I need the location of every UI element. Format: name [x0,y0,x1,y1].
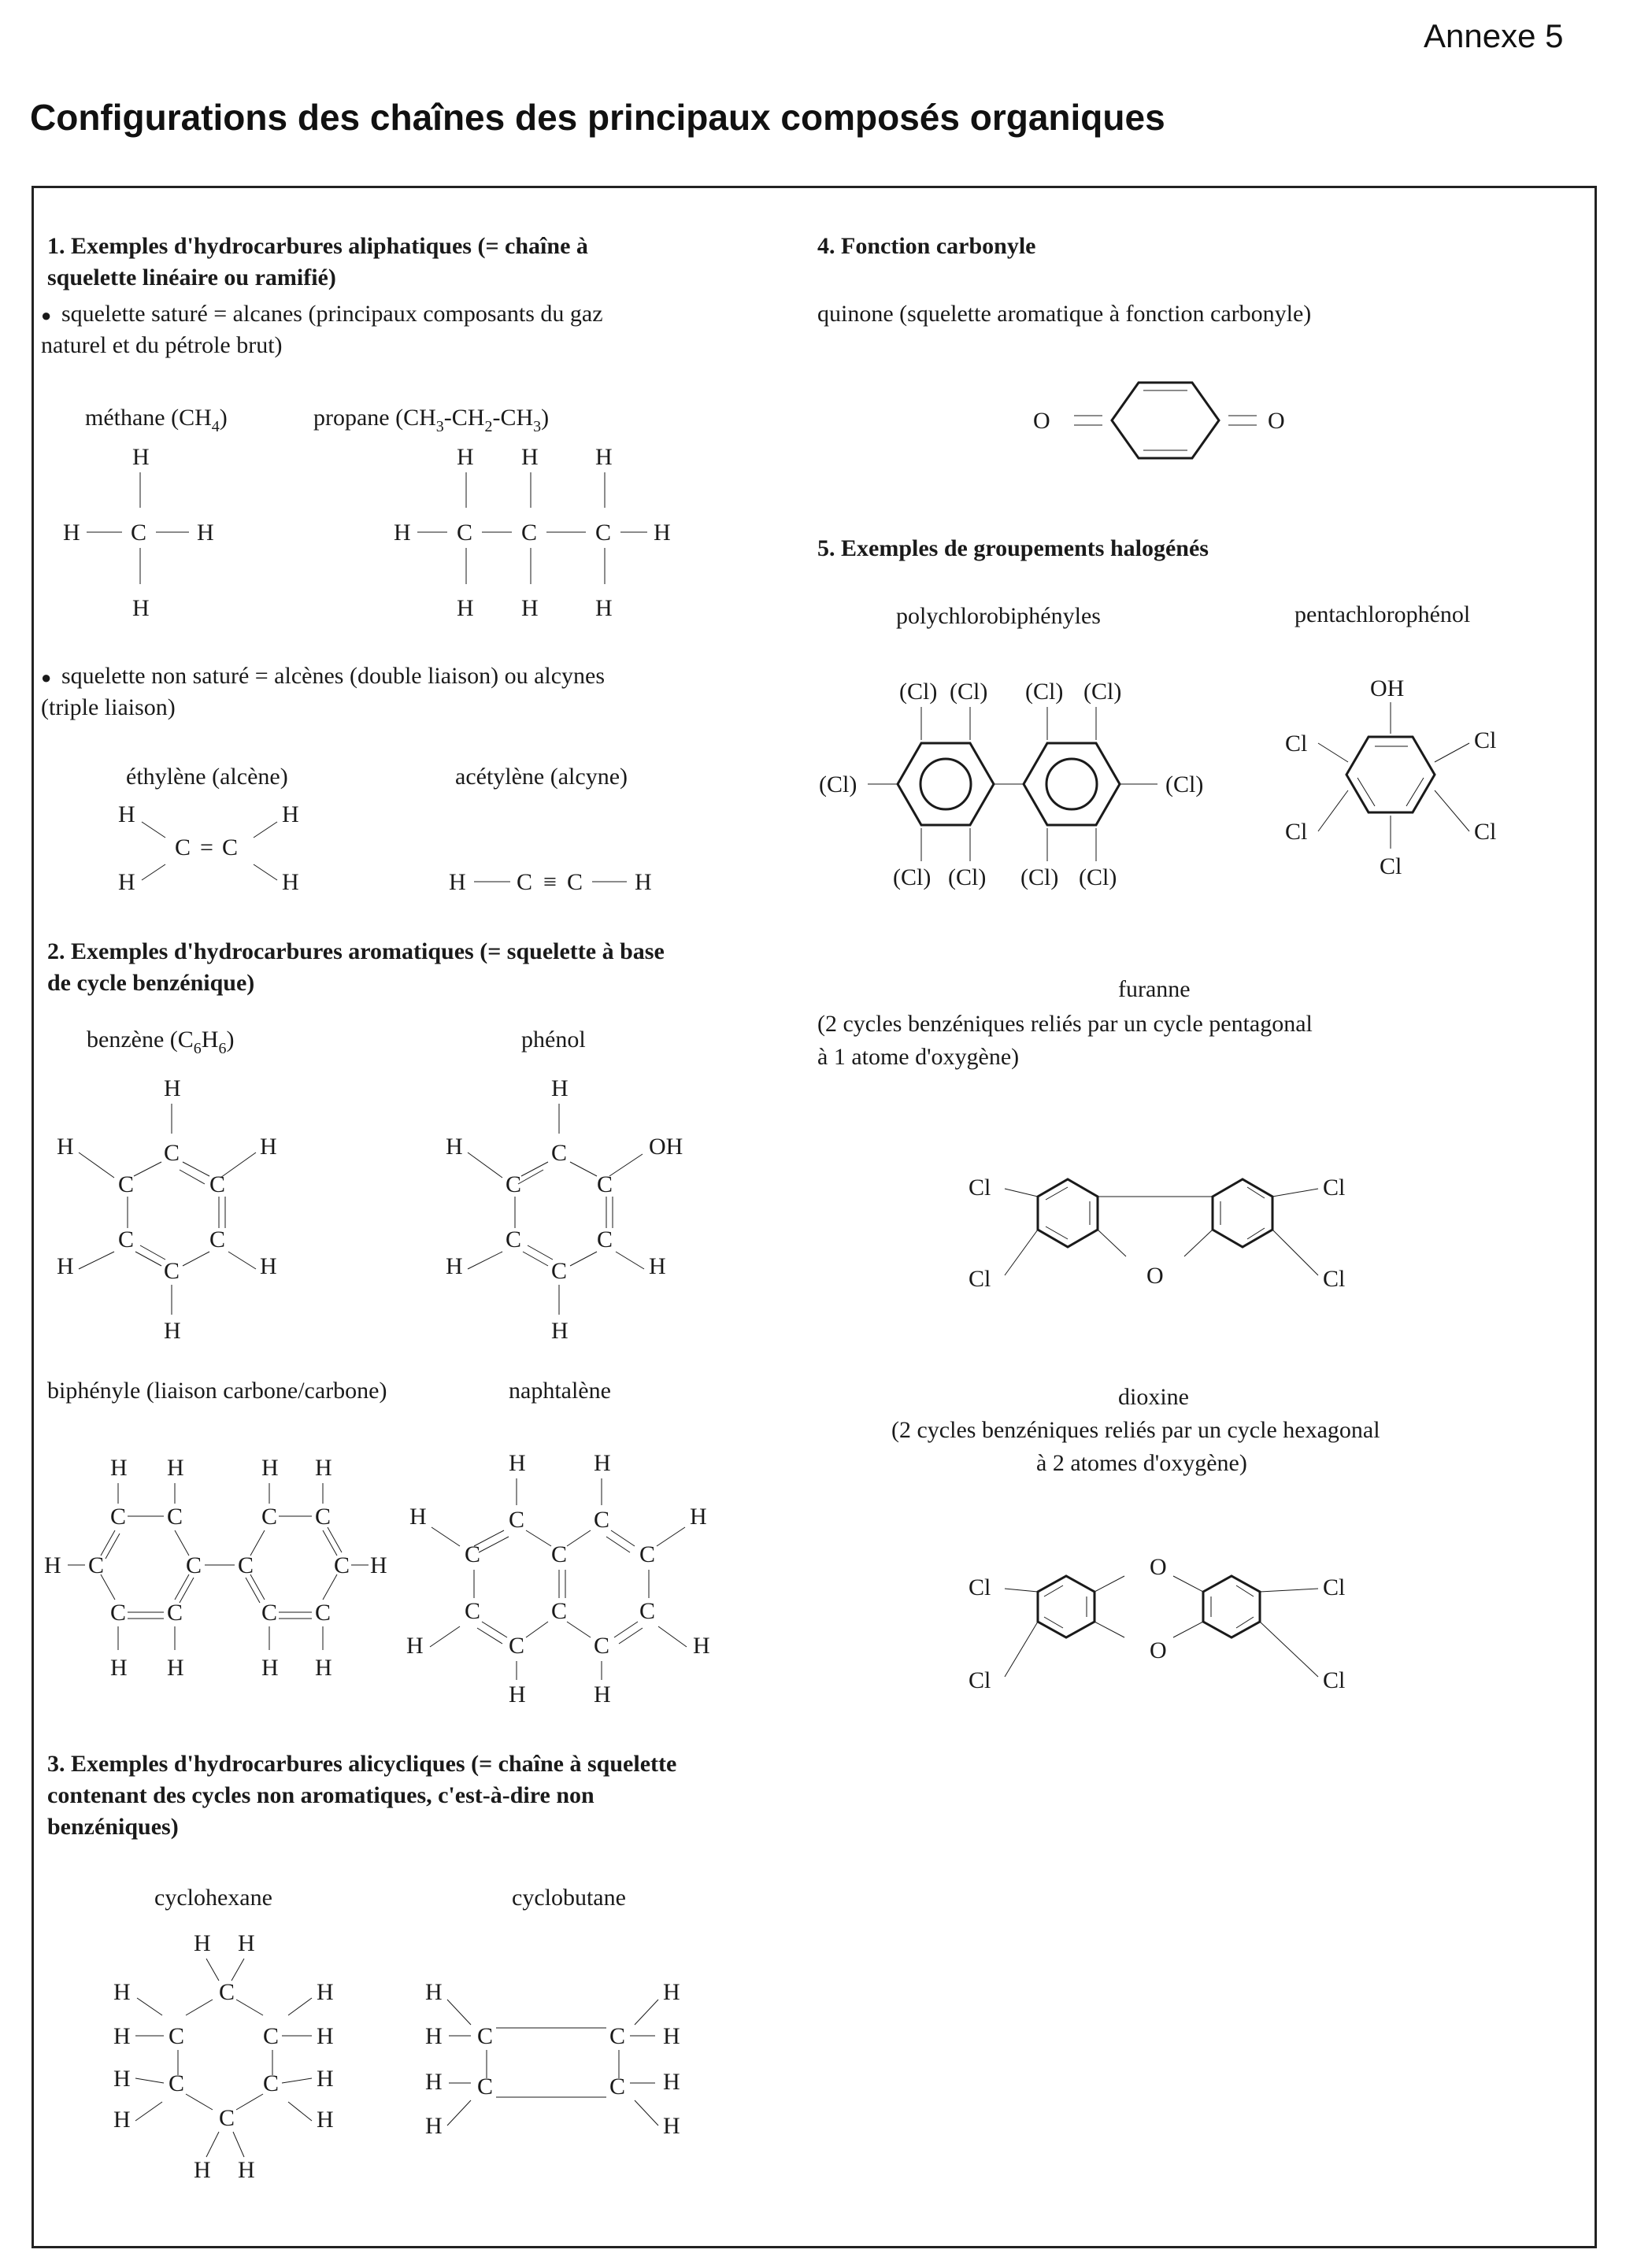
svg-text:H: H [118,869,135,895]
section2-heading-line2: de cycle benzénique) [47,970,255,996]
svg-text:Cl: Cl [969,1266,991,1292]
svg-text:C: C [521,520,538,546]
svg-text:C: C [110,1600,127,1626]
svg-text:H: H [317,2066,334,2092]
svg-text:C: C [477,2023,494,2049]
dioxine-desc-line1: (2 cycles benzéniques reliés par un cycle hexagonal [891,1417,1380,1443]
svg-text:C: C [551,1258,568,1284]
svg-text:H: H [446,1253,463,1279]
svg-text:H: H [409,1504,427,1530]
svg-text:C: C [169,2070,185,2096]
svg-text:H: H [261,1655,279,1681]
section3-heading-line2: contenant des cycles non aromatiques, c'est-à-dire non [47,1782,594,1808]
dioxine-desc-line2: à 2 atomes d'oxygène) [1036,1450,1247,1476]
svg-text:H: H [663,2069,680,2095]
naphthalene-label: naphtalène [509,1378,611,1404]
svg-text:C: C [567,869,583,895]
svg-text:O: O [1150,1637,1167,1663]
svg-text:H: H [260,1253,277,1279]
svg-text:H: H [194,1930,211,1956]
svg-text:H: H [63,520,80,546]
svg-text:(Cl): (Cl) [950,679,988,705]
svg-text:H: H [315,1455,332,1481]
svg-text:H: H [449,869,466,895]
svg-text:H: H [113,1979,131,2005]
svg-text:H: H [551,1075,569,1101]
svg-text:H: H [635,869,652,895]
svg-text:C: C [167,1504,183,1530]
svg-text:H: H [457,595,474,621]
svg-text:H: H [317,1979,334,2005]
svg-text:C: C [595,520,612,546]
benzene-label: benzène $(C_6H_6)$ [87,1027,235,1057]
svg-text:C: C [175,834,191,860]
svg-text:C: C [209,1226,226,1252]
svg-text:(Cl): (Cl) [1079,864,1117,890]
svg-text:C: C [594,1507,610,1533]
svg-text:C: C [551,1598,568,1624]
svg-text:(Cl): (Cl) [1020,864,1059,890]
svg-text:Cl: Cl [1474,727,1497,753]
svg-text:OH: OH [1370,675,1405,701]
svg-text:H: H [238,2157,255,2183]
svg-text:O: O [1268,408,1285,434]
svg-text:H: H [317,2023,334,2049]
svg-text:H: H [394,520,411,546]
phenol-structure [446,1075,683,1344]
unsaturated-line1: squelette non saturé = alcènes (double liaison) ou alcynes [61,663,606,689]
svg-text:H: H [315,1655,332,1681]
quinone-text: quinone (squelette aromatique à fonction carbonyle) [817,301,1312,327]
svg-text:H: H [197,520,214,546]
svg-text:O: O [1033,408,1050,434]
section1-heading-line1: 1. Exemples d'hydrocarbures aliphatiques (= chaîne à [47,233,588,259]
section3-heading-line3: benzéniques) [47,1814,179,1840]
svg-text:H: H [509,1682,526,1707]
svg-text:C: C [517,869,533,895]
svg-text:H: H [551,1318,569,1344]
svg-text:C: C [209,1171,226,1197]
acetylene-structure [449,869,652,895]
svg-text:C: C [167,1600,183,1626]
svg-text:Cl: Cl [1474,819,1497,845]
svg-text:C: C [509,1507,525,1533]
svg-text:C: C [465,1541,481,1567]
svg-text:H: H [194,2157,211,2183]
dioxin-structure [969,1554,1345,1693]
propane-structure [394,444,671,621]
svg-text:H: H [282,801,299,827]
svg-text:H: H [521,444,539,470]
saturated-line2: naturel et du pétrole brut) [41,332,283,358]
cyclobutane-structure [425,1979,680,2139]
section4-heading: 4. Fonction carbonyle [817,233,1036,259]
cyclohexane-label: cyclohexane [154,1885,272,1911]
svg-text:C: C [639,1598,656,1624]
svg-text:C: C [609,2074,626,2100]
section1-heading-line2: squelette linéaire ou ramifié) [47,265,336,290]
svg-text:OH: OH [649,1134,683,1160]
svg-text:C: C [164,1258,180,1284]
svg-text:H: H [282,869,299,895]
svg-text:C: C [597,1226,613,1252]
svg-text:H: H [57,1134,74,1160]
svg-text:C: C [263,2023,280,2049]
svg-text:Cl: Cl [969,1574,991,1600]
svg-text:H: H [113,2023,131,2049]
svg-text:H: H [167,1455,184,1481]
svg-text:H: H [663,1979,680,2005]
svg-text:H: H [132,444,150,470]
svg-text:H: H [425,1979,443,2005]
svg-text:C: C [131,520,147,546]
furanne-desc-line1: (2 cycles benzéniques reliés par un cycle pentagonal [817,1011,1313,1037]
svg-text:H: H [509,1450,526,1476]
svg-text:(Cl): (Cl) [899,679,938,705]
svg-text:H: H [238,1930,255,1956]
cyclobutane-label: cyclobutane [512,1885,626,1911]
bullet-icon: ● [41,305,52,325]
svg-text:H: H [164,1075,181,1101]
svg-text:C: C [334,1552,350,1578]
svg-text:H: H [446,1134,463,1160]
phenol-label: phénol [521,1027,586,1053]
svg-text:C: C [506,1171,522,1197]
svg-text:C: C [477,2074,494,2100]
svg-text:C: C [118,1171,135,1197]
svg-text:H: H [167,1655,184,1681]
svg-text:(Cl): (Cl) [948,864,987,890]
svg-text:H: H [595,444,613,470]
quinone-structure [1033,383,1285,458]
ethylene-structure [118,801,299,895]
svg-text:C: C [118,1226,135,1252]
methane-structure [63,444,214,621]
furan-structure [969,1175,1345,1292]
svg-text:C: C [219,2105,235,2131]
svg-text:H: H [654,520,671,546]
svg-text:C: C [594,1633,610,1659]
svg-text:Cl: Cl [1380,853,1402,879]
methane-label: méthane $(CH_4)$ [85,405,228,435]
svg-text:=: = [200,834,213,860]
svg-text:H: H [425,2023,443,2049]
svg-text:C: C [169,2023,185,2049]
svg-text:H: H [110,1455,128,1481]
naphthalene-structure [406,1450,710,1707]
svg-text:H: H [425,2069,443,2095]
section3-heading-line1: 3. Exemples d'hydrocarbures alicycliques (= chaîne à squelette [47,1751,677,1777]
svg-text:C: C [506,1226,522,1252]
saturated-line1: squelette saturé = alcanes (principaux composants du gaz [61,301,603,327]
svg-text:(Cl): (Cl) [893,864,932,890]
biphenyl-label: biphényle (liaison carbone/carbone) [47,1378,387,1404]
pentachlorophenol-structure [1285,675,1496,879]
svg-text:C: C [164,1140,180,1166]
svg-text:C: C [457,520,473,546]
svg-text:Cl: Cl [1323,1574,1346,1600]
annex-label: Annexe 5 [1424,17,1564,54]
svg-text:H: H [118,801,135,827]
svg-text:(Cl): (Cl) [1025,679,1064,705]
svg-text:C: C [261,1600,278,1626]
svg-text:H: H [595,595,613,621]
svg-text:Cl: Cl [1285,731,1308,757]
svg-text:C: C [219,1979,235,2005]
svg-text:H: H [370,1552,387,1578]
svg-text:H: H [521,595,539,621]
svg-text:H: H [113,2066,131,2092]
svg-text:C: C [238,1552,254,1578]
svg-text:H: H [57,1253,74,1279]
svg-text:(Cl): (Cl) [1165,771,1204,797]
svg-text:H: H [260,1134,277,1160]
svg-text:H: H [457,444,474,470]
furanne-label: furanne [1118,976,1191,1002]
svg-text:≡: ≡ [543,869,557,895]
svg-text:C: C [551,1541,568,1567]
svg-text:H: H [132,595,150,621]
bullet-icon-2: ● [41,668,52,687]
svg-text:C: C [509,1633,525,1659]
svg-text:H: H [594,1682,611,1707]
pcp-label: pentachlorophénol [1295,601,1471,627]
svg-text:H: H [693,1633,710,1659]
svg-text:Cl: Cl [1323,1266,1346,1292]
svg-text:C: C [609,2023,626,2049]
svg-text:H: H [261,1455,279,1481]
svg-text:C: C [186,1552,202,1578]
svg-text:C: C [88,1552,105,1578]
svg-text:C: C [597,1171,613,1197]
svg-text:H: H [44,1552,61,1578]
svg-text:C: C [263,2070,280,2096]
svg-text:Cl: Cl [1323,1667,1346,1693]
svg-text:H: H [164,1318,181,1344]
svg-text:C: C [465,1598,481,1624]
svg-text:H: H [594,1450,611,1476]
section5-heading: 5. Exemples de groupements halogénés [817,535,1209,561]
furanne-desc-line2: à 1 atome d'oxygène) [817,1044,1020,1070]
svg-text:Cl: Cl [969,1667,991,1693]
section2-heading-line1: 2. Exemples d'hydrocarbures aromatiques (= squelette à base [47,938,665,964]
pcb-label: polychlorobiphényles [896,603,1101,629]
svg-text:C: C [110,1504,127,1530]
svg-text:C: C [639,1541,656,1567]
svg-text:O: O [1146,1263,1164,1289]
svg-text:H: H [406,1633,424,1659]
pcb-structure [819,679,1203,890]
svg-text:H: H [690,1504,707,1530]
biphenyl-structure [44,1455,387,1681]
svg-text:(Cl): (Cl) [819,771,857,797]
svg-text:H: H [113,2107,131,2133]
svg-text:Cl: Cl [1285,819,1308,845]
benzene-structure [57,1075,277,1344]
ethylene-label: éthylène (alcène) [126,764,288,790]
acetylene-label: acétylène (alcyne) [455,764,628,790]
svg-text:C: C [261,1504,278,1530]
svg-text:H: H [317,2107,334,2133]
svg-text:H: H [649,1253,666,1279]
svg-text:H: H [425,2113,443,2139]
propane-label: propane $(CH_3-CH_2-CH_3)$ [313,405,550,435]
svg-text:H: H [110,1655,128,1681]
svg-text:H: H [663,2023,680,2049]
svg-text:Cl: Cl [969,1175,991,1201]
svg-text:C: C [315,1504,331,1530]
page-title: Configurations des chaînes des principaux composés organiques [30,97,1165,138]
dioxine-label: dioxine [1118,1384,1189,1410]
cyclohexane-structure [113,1930,334,2183]
svg-text:(Cl): (Cl) [1083,679,1122,705]
svg-text:C: C [222,834,239,860]
svg-text:C: C [315,1600,331,1626]
svg-text:Cl: Cl [1323,1175,1346,1201]
svg-text:H: H [663,2113,680,2139]
unsaturated-line2: (triple liaison) [41,694,176,720]
svg-text:C: C [551,1140,568,1166]
svg-text:O: O [1150,1554,1167,1580]
